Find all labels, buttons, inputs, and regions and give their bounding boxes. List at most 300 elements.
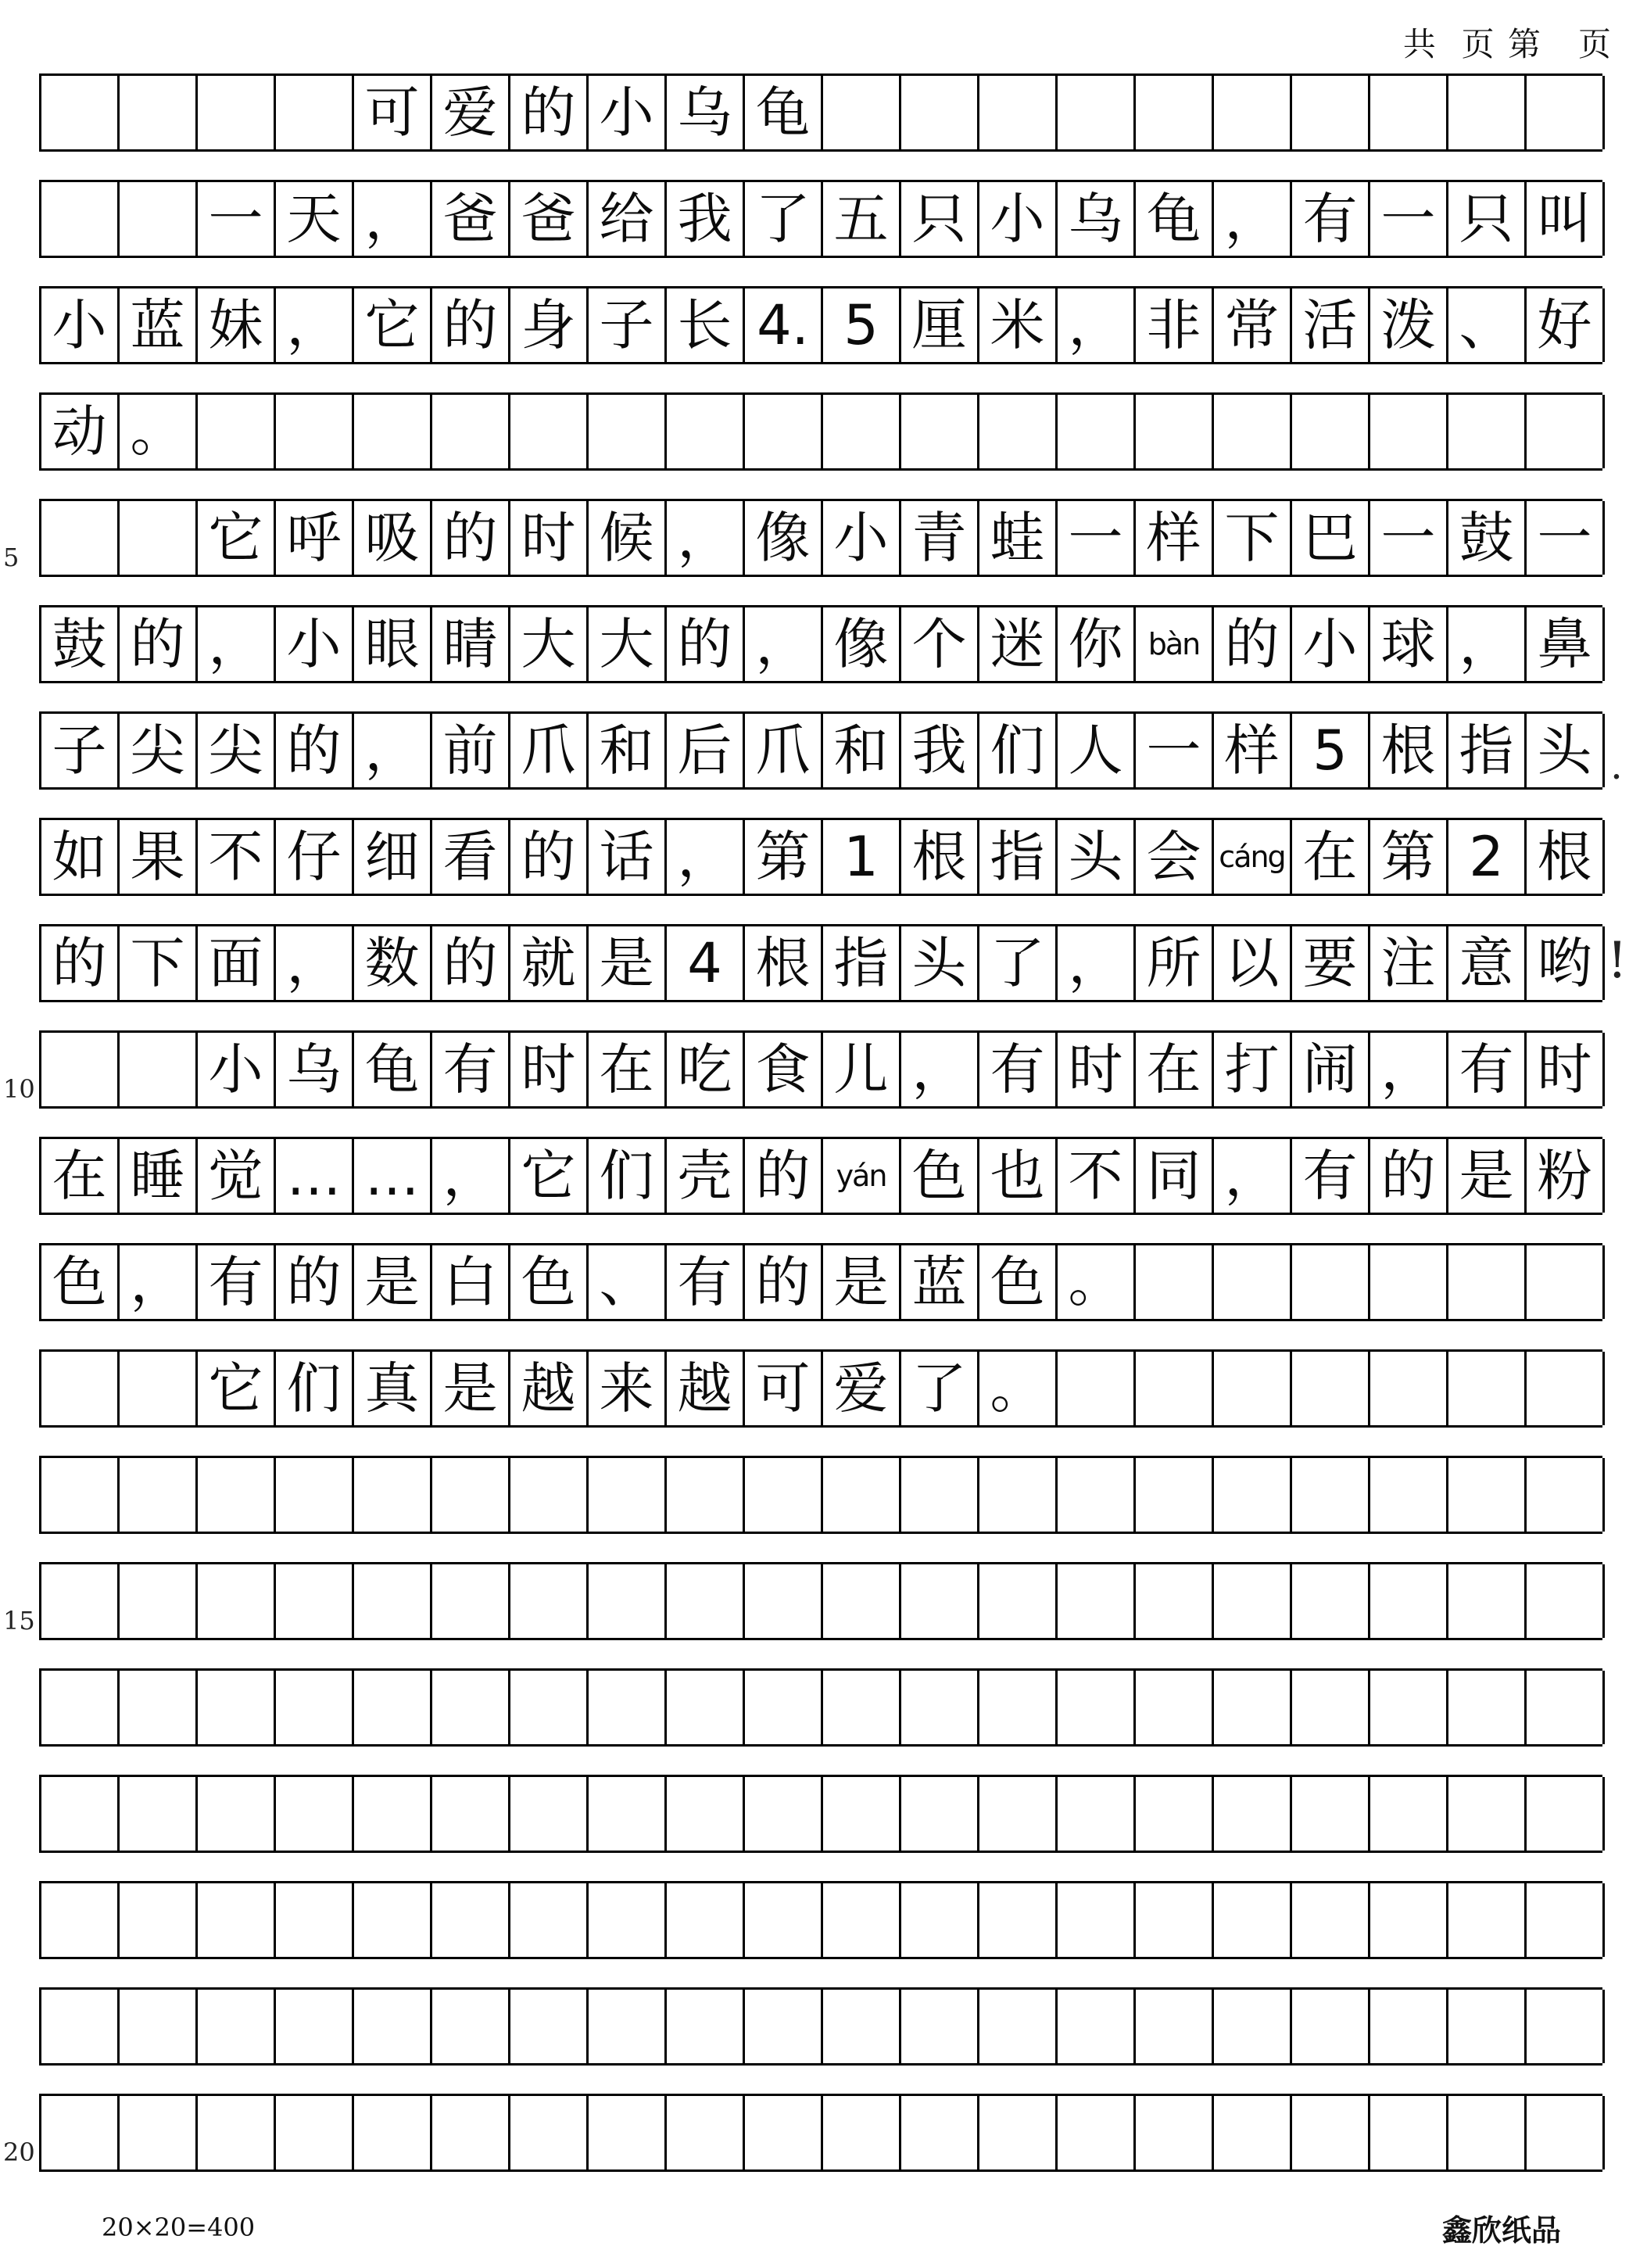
grid-cell [979, 1777, 1058, 1851]
grid-cell [745, 1777, 823, 1851]
grid-cell: 果 [120, 820, 198, 894]
grid-cell [1136, 395, 1214, 468]
grid-cell [1448, 1777, 1527, 1851]
grid-cell: 的 [120, 607, 198, 681]
grid-cell: 。 [120, 395, 198, 468]
grid-cell: 时 [510, 501, 589, 575]
grid-cell: 尖 [120, 714, 198, 787]
grid-cell: yán [823, 1139, 901, 1213]
grid-cell: 给 [589, 182, 667, 256]
grid-cell: 有 [198, 1245, 276, 1319]
grid-cell [1527, 1777, 1605, 1851]
grid-cell [901, 1564, 979, 1638]
grid-cell: 球 [1370, 607, 1448, 681]
grid-cell [901, 1883, 979, 1957]
grid-cell: 时 [510, 1033, 589, 1106]
grid-cell: 根 [745, 926, 823, 1000]
line-number: 15 [3, 1606, 35, 1636]
grid-cell [667, 1458, 745, 1532]
grid-cell [823, 1777, 901, 1851]
grid-cell [41, 1033, 120, 1106]
grid-cell [823, 1564, 901, 1638]
grid-cell: 只 [1448, 182, 1527, 256]
grid-cell: 根 [1370, 714, 1448, 787]
grid-cell: 爸 [432, 182, 510, 256]
grid-cell: 小 [198, 1033, 276, 1106]
grid-cell [41, 1564, 120, 1638]
grid-cell [979, 395, 1058, 468]
grid-cell: 是 [589, 926, 667, 1000]
grid-cell: 的 [510, 820, 589, 894]
grid-row [39, 1881, 1602, 1959]
grid-row [39, 73, 1602, 152]
grid-cell [589, 1671, 667, 1744]
grid-cell: 哟 [1527, 926, 1605, 1000]
grid-cell: 的 [1214, 607, 1292, 681]
grid-cell: 头 [1527, 714, 1605, 787]
grid-cell [1527, 1990, 1605, 2063]
grid-cell [1214, 1883, 1292, 1957]
grid-cell: 它 [354, 288, 432, 362]
grid-cell: 在 [1136, 1033, 1214, 1106]
grid-cell [979, 1458, 1058, 1532]
grid-row [39, 1030, 1602, 1109]
grid-cell [667, 2096, 745, 2169]
grid-cell: cáng [1214, 820, 1292, 894]
line-number: 5 [3, 543, 20, 572]
grid-cell: 吸 [354, 501, 432, 575]
grid-cell [1136, 1564, 1214, 1638]
grid-cell: 一 [1058, 501, 1136, 575]
grid-cell: 了 [901, 1352, 979, 1425]
grid-cell [1214, 1564, 1292, 1638]
grid-cell [823, 2096, 901, 2169]
grid-cell: 子 [589, 288, 667, 362]
grid-cell: 注 [1370, 926, 1448, 1000]
grid-cell [823, 1990, 901, 2063]
grid-cell [1214, 1990, 1292, 2063]
grid-cell [1292, 1671, 1370, 1744]
grid-cell: 的 [41, 926, 120, 1000]
grid-cell [354, 1883, 432, 1957]
grid-cell: 越 [510, 1352, 589, 1425]
grid-cell [120, 2096, 198, 2169]
grid-cell [1527, 2096, 1605, 2169]
grid-cell: 好 [1527, 288, 1605, 362]
grid-cell: 候 [589, 501, 667, 575]
grid-cell [1370, 395, 1448, 468]
grid-cell: 子 [41, 714, 120, 787]
grid-cell: 1 [823, 820, 901, 894]
grid-cell [198, 1671, 276, 1744]
grid-cell: 龟 [745, 76, 823, 149]
grid-cell: 小 [589, 76, 667, 149]
margin-exclamation: ! [1607, 932, 1627, 990]
grid-cell: 叫 [1527, 182, 1605, 256]
grid-cell [354, 1777, 432, 1851]
grid-cell: 2 [1448, 820, 1527, 894]
grid-row [39, 1137, 1602, 1215]
grid-cell [1448, 1245, 1527, 1319]
grid-cell [823, 76, 901, 149]
grid-cell: 的 [510, 76, 589, 149]
grid-cell [1214, 1245, 1292, 1319]
grid-cell: 面 [198, 926, 276, 1000]
grid-cell [667, 1990, 745, 2063]
grid-cell: ， [1214, 1139, 1292, 1213]
grid-cell [979, 1883, 1058, 1957]
grid-cell: 爪 [510, 714, 589, 787]
grid-cell [432, 1883, 510, 1957]
grid-cell: 有 [432, 1033, 510, 1106]
grid-cell [276, 76, 354, 149]
grid-cell [667, 1671, 745, 1744]
grid-cell [745, 395, 823, 468]
grid-cell: 色 [510, 1245, 589, 1319]
grid-cell: 就 [510, 926, 589, 1000]
grid-cell: 粉 [1527, 1139, 1605, 1213]
grid-cell: 第 [745, 820, 823, 894]
grid-cell [1136, 1990, 1214, 2063]
grid-cell [1292, 76, 1370, 149]
grid-cell: 5 [823, 288, 901, 362]
grid-cell: 后 [667, 714, 745, 787]
grid-cell: 一 [1370, 501, 1448, 575]
grid-cell: 的 [276, 714, 354, 787]
grid-cell [120, 182, 198, 256]
grid-cell [510, 1458, 589, 1532]
grid-cell: 巴 [1292, 501, 1370, 575]
grid-cell: 有 [1292, 182, 1370, 256]
grid-cell [432, 1777, 510, 1851]
grid-cell [1058, 1352, 1136, 1425]
grid-cell: 是 [354, 1245, 432, 1319]
grid-cell [1292, 1245, 1370, 1319]
grid-cell [1370, 1245, 1448, 1319]
grid-cell [745, 1458, 823, 1532]
grid-cell: 尖 [198, 714, 276, 787]
grid-cell [745, 1883, 823, 1957]
grid-cell: 意 [1448, 926, 1527, 1000]
grid-cell: … [276, 1139, 354, 1213]
grid-cell: 和 [823, 714, 901, 787]
grid-cell: 一 [1527, 501, 1605, 575]
grid-cell [1370, 1883, 1448, 1957]
grid-cell [1448, 1564, 1527, 1638]
grid-cell [1214, 1777, 1292, 1851]
grid-cell: 一 [1136, 714, 1214, 787]
grid-cell [1058, 1671, 1136, 1744]
grid-cell: 指 [823, 926, 901, 1000]
grid-cell [901, 1458, 979, 1532]
grid-cell: 第 [1370, 820, 1448, 894]
grid-cell [823, 395, 901, 468]
grid-cell [276, 1458, 354, 1532]
grid-cell: ， [432, 1139, 510, 1213]
grid-cell: 们 [589, 1139, 667, 1213]
grid-cell [198, 1883, 276, 1957]
grid-row [39, 499, 1602, 577]
grid-cell: ， [120, 1245, 198, 1319]
grid-cell [276, 1990, 354, 2063]
grid-cell [198, 1777, 276, 1851]
grid-cell: 五 [823, 182, 901, 256]
grid-cell: 色 [979, 1245, 1058, 1319]
grid-cell [667, 1564, 745, 1638]
grid-cell: 有 [1448, 1033, 1527, 1106]
grid-cell [901, 2096, 979, 2169]
grid-cell [979, 1990, 1058, 2063]
grid-cell: bàn [1136, 607, 1214, 681]
grid-cell: 是 [1448, 1139, 1527, 1213]
grid-cell [41, 2096, 120, 2169]
grid-cell [510, 1883, 589, 1957]
grid-cell: 也 [979, 1139, 1058, 1213]
grid-cell: 头 [1058, 820, 1136, 894]
grid-cell: 5 [1292, 714, 1370, 787]
margin-period: . [1610, 743, 1623, 788]
grid-cell: ， [1448, 607, 1527, 681]
grid-cell: 是 [432, 1352, 510, 1425]
grid-cell [1370, 1990, 1448, 2063]
grid-cell [41, 1458, 120, 1532]
grid-cell: 你 [1058, 607, 1136, 681]
grid-cell: 不 [1058, 1139, 1136, 1213]
grid-cell: 仔 [276, 820, 354, 894]
grid-row [39, 180, 1602, 258]
grid-cell: 4 [667, 926, 745, 1000]
grid-cell: 下 [1214, 501, 1292, 575]
grid-cell: 蛙 [979, 501, 1058, 575]
grid-cell [589, 2096, 667, 2169]
grid-cell [1214, 76, 1292, 149]
grid-row [39, 1775, 1602, 1853]
grid-cell: 来 [589, 1352, 667, 1425]
grid-cell: 小 [823, 501, 901, 575]
grid-cell: 龟 [1136, 182, 1214, 256]
grid-cell: 可 [354, 76, 432, 149]
grid-cell [1370, 76, 1448, 149]
grid-cell [1527, 76, 1605, 149]
grid-row [39, 818, 1602, 896]
grid-cell [1448, 1990, 1527, 2063]
grid-cell: 如 [41, 820, 120, 894]
grid-cell: 长 [667, 288, 745, 362]
grid-size-label: 20×20=400 [102, 2212, 256, 2242]
grid-cell: 们 [276, 1352, 354, 1425]
grid-cell [41, 1352, 120, 1425]
grid-cell: 龟 [354, 1033, 432, 1106]
grid-cell: 的 [745, 1139, 823, 1213]
grid-cell: ， [1058, 288, 1136, 362]
grid-cell [1292, 1564, 1370, 1638]
grid-cell: 觉 [198, 1139, 276, 1213]
grid-cell: 样 [1136, 501, 1214, 575]
grid-cell [589, 1883, 667, 1957]
grid-cell [901, 76, 979, 149]
grid-cell: 动 [41, 395, 120, 468]
grid-cell: 常 [1214, 288, 1292, 362]
grid-cell [198, 1564, 276, 1638]
grid-cell: 爱 [823, 1352, 901, 1425]
grid-cell [120, 1033, 198, 1106]
grid-cell [432, 1564, 510, 1638]
grid-cell: 厘 [901, 288, 979, 362]
grid-cell [1527, 1352, 1605, 1425]
grid-row [39, 1668, 1602, 1747]
grid-cell: 有 [667, 1245, 745, 1319]
grid-cell: 4. [745, 288, 823, 362]
grid-cell: 壳 [667, 1139, 745, 1213]
grid-cell [589, 1458, 667, 1532]
grid-cell: 和 [589, 714, 667, 787]
grid-cell: 乌 [276, 1033, 354, 1106]
grid-cell: 它 [198, 501, 276, 575]
grid-cell: 迷 [979, 607, 1058, 681]
grid-cell [979, 2096, 1058, 2169]
grid-cell [1527, 1883, 1605, 1957]
grid-cell: ， [354, 714, 432, 787]
grid-row [39, 2094, 1602, 2172]
grid-cell: ， [667, 501, 745, 575]
grid-cell: 只 [901, 182, 979, 256]
grid-cell [276, 1777, 354, 1851]
grid-cell [510, 1564, 589, 1638]
grid-cell [1370, 1671, 1448, 1744]
grid-cell: 色 [901, 1139, 979, 1213]
grid-cell: ， [354, 182, 432, 256]
grid-row [39, 1987, 1602, 2066]
grid-cell [1527, 395, 1605, 468]
grid-cell: ， [901, 1033, 979, 1106]
grid-cell [1136, 1352, 1214, 1425]
grid-cell: 的 [432, 501, 510, 575]
grid-cell: 是 [823, 1245, 901, 1319]
grid-cell [198, 1990, 276, 2063]
grid-cell: 小 [1292, 607, 1370, 681]
grid-cell [1448, 2096, 1527, 2169]
grid-cell: 的 [276, 1245, 354, 1319]
grid-cell: 儿 [823, 1033, 901, 1106]
grid-cell: 有 [979, 1033, 1058, 1106]
grid-cell [510, 395, 589, 468]
grid-cell: 打 [1214, 1033, 1292, 1106]
grid-cell: 头 [901, 926, 979, 1000]
grid-cell: 爪 [745, 714, 823, 787]
grid-cell: 。 [979, 1352, 1058, 1425]
grid-cell: 下 [120, 926, 198, 1000]
grid-cell [120, 1777, 198, 1851]
grid-cell [120, 76, 198, 149]
grid-cell [823, 1671, 901, 1744]
grid-cell [1527, 1564, 1605, 1638]
grid-cell: 小 [979, 182, 1058, 256]
grid-cell [276, 2096, 354, 2169]
grid-cell [1214, 1458, 1292, 1532]
grid-cell: 像 [823, 607, 901, 681]
grid-cell: 根 [1527, 820, 1605, 894]
grid-cell: 样 [1214, 714, 1292, 787]
grid-row [39, 605, 1602, 683]
grid-cell [823, 1883, 901, 1957]
grid-cell: 了 [979, 926, 1058, 1000]
grid-cell [1136, 1245, 1214, 1319]
brand-label: 鑫欣纸品 [1441, 2212, 1561, 2248]
grid-cell: 天 [276, 182, 354, 256]
grid-cell [745, 1564, 823, 1638]
grid-cell [1058, 2096, 1136, 2169]
grid-cell [589, 1777, 667, 1851]
grid-cell [979, 76, 1058, 149]
grid-cell [1370, 2096, 1448, 2169]
grid-cell: ， [276, 926, 354, 1000]
grid-cell: 它 [510, 1139, 589, 1213]
grid-row [39, 286, 1602, 364]
grid-cell [1136, 2096, 1214, 2169]
grid-cell [667, 1883, 745, 1957]
grid-cell: 有 [1292, 1139, 1370, 1213]
grid-cell: ， [1214, 182, 1292, 256]
grid-cell: 会 [1136, 820, 1214, 894]
grid-cell [1058, 1458, 1136, 1532]
grid-cell: 越 [667, 1352, 745, 1425]
grid-cell [1058, 1990, 1136, 2063]
grid-cell [120, 1883, 198, 1957]
grid-cell [1214, 1671, 1292, 1744]
grid-cell [745, 2096, 823, 2169]
grid-cell: 闹 [1292, 1033, 1370, 1106]
grid-cell [901, 395, 979, 468]
grid-cell: 爱 [432, 76, 510, 149]
grid-cell [510, 1671, 589, 1744]
grid-cell: 一 [1370, 182, 1448, 256]
grid-cell [1527, 1458, 1605, 1532]
grid-cell [1136, 1883, 1214, 1957]
grid-cell [120, 501, 198, 575]
grid-cell: 鼓 [41, 607, 120, 681]
grid-cell: 呼 [276, 501, 354, 575]
grid-cell [1292, 1458, 1370, 1532]
grid-cell [1448, 1671, 1527, 1744]
grid-cell [1136, 1777, 1214, 1851]
grid-cell [198, 2096, 276, 2169]
grid-cell: 食 [745, 1033, 823, 1106]
grid-cell: 可 [745, 1352, 823, 1425]
grid-cell [1448, 395, 1527, 468]
grid-cell [1292, 1883, 1370, 1957]
grid-cell: 小 [276, 607, 354, 681]
grid-cell: 真 [354, 1352, 432, 1425]
grid-cell [198, 395, 276, 468]
grid-cell: ， [667, 820, 745, 894]
grid-cell [120, 1990, 198, 2063]
grid-cell: 我 [667, 182, 745, 256]
grid-cell [979, 1671, 1058, 1744]
grid-cell: 我 [901, 714, 979, 787]
grid-cell: 人 [1058, 714, 1136, 787]
grid-cell [1292, 2096, 1370, 2169]
grid-cell: 根 [901, 820, 979, 894]
grid-cell: 睡 [120, 1139, 198, 1213]
grid-cell [745, 1671, 823, 1744]
grid-cell: 指 [979, 820, 1058, 894]
grid-cell: 蓝 [120, 288, 198, 362]
grid-cell [1136, 1671, 1214, 1744]
grid-cell [745, 1990, 823, 2063]
grid-cell [198, 76, 276, 149]
grid-cell: 了 [745, 182, 823, 256]
grid-cell [823, 1458, 901, 1532]
